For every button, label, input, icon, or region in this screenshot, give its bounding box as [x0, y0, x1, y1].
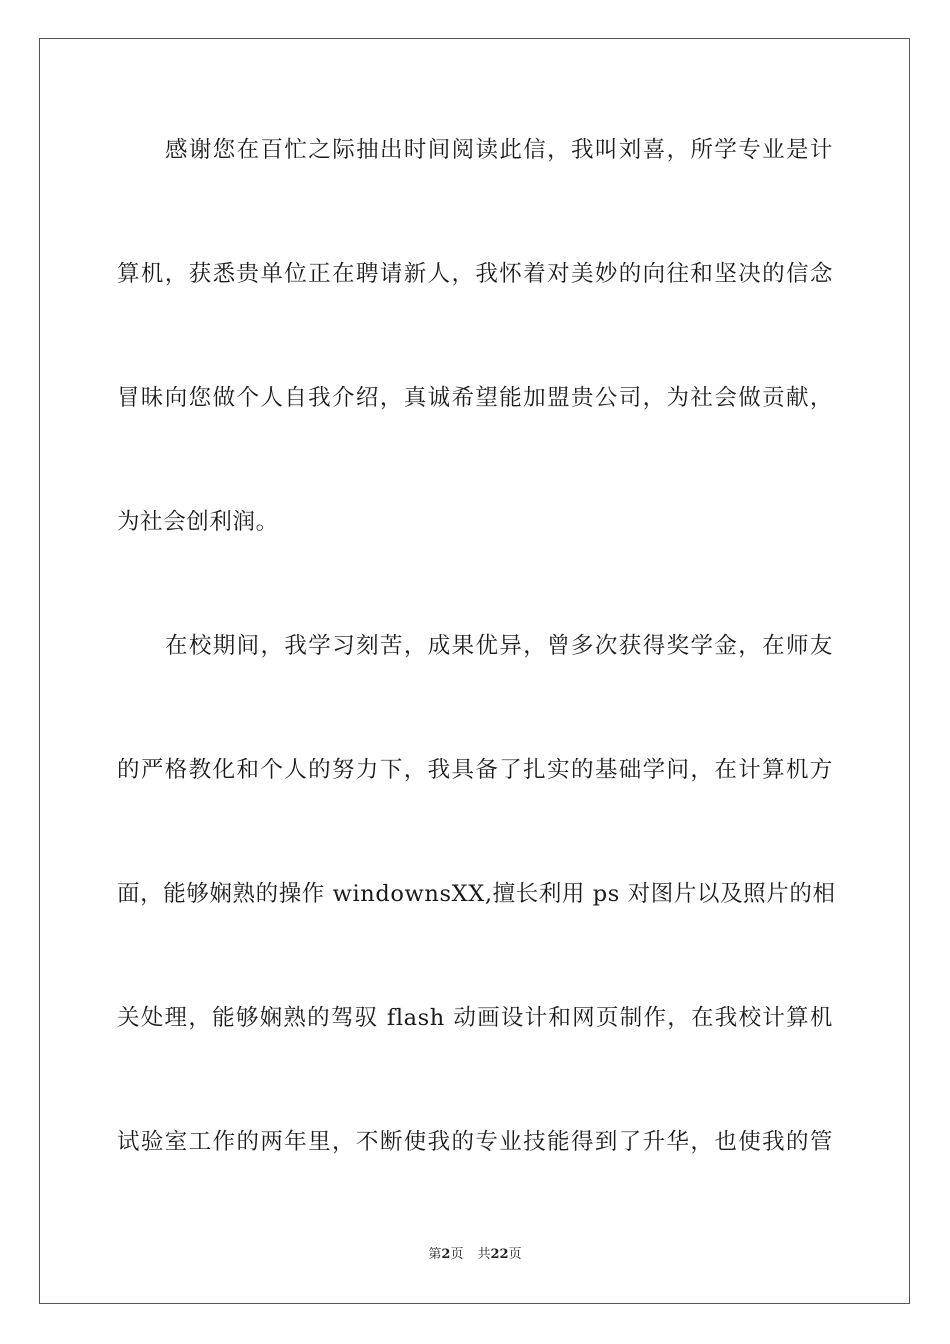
total-suffix: 页	[508, 1247, 522, 1262]
paragraph-2-line-3: 面，能够娴熟的操作 windownsXX,擅长利用 ps 对图片以及照片的相	[117, 881, 836, 907]
total-pages: 22	[490, 1247, 509, 1262]
paragraph-1-line-3: 冒昧向您做个人自我介绍，真诚希望能加盟贵公司，为社会做贡献，	[117, 385, 833, 411]
page-prefix: 第	[428, 1247, 442, 1262]
paragraph-2-line-4: 关处理，能够娴熟的驾驭 flash 动画设计和网页制作，在我校计算机	[117, 1005, 833, 1031]
paragraph-1-line-1: 感谢您在百忙之际抽出时间阅读此信，我叫刘喜，所学专业是计	[165, 137, 833, 163]
total-prefix: 共	[477, 1247, 491, 1262]
paragraph-2-line-2: 的严格教化和个人的努力下，我具备了扎实的基础学问，在计算机方	[117, 757, 833, 783]
paragraph-2-line-1: 在校期间，我学习刻苦，成果优异，曾多次获得奖学金，在师友	[165, 633, 833, 659]
page-number: 2	[441, 1247, 451, 1262]
paragraph-1-line-4: 为社会创利润。	[117, 509, 279, 535]
page-footer	[0, 1246, 950, 1264]
page-suffix: 页	[450, 1247, 464, 1262]
paragraph-1-line-2: 算机，获悉贵单位正在聘请新人，我怀着对美妙的向往和坚决的信念	[117, 261, 833, 287]
page-border	[39, 38, 910, 1304]
paragraph-2-line-5: 试验室工作的两年里，不断使我的专业技能得到了升华，也使我的管	[117, 1129, 833, 1155]
